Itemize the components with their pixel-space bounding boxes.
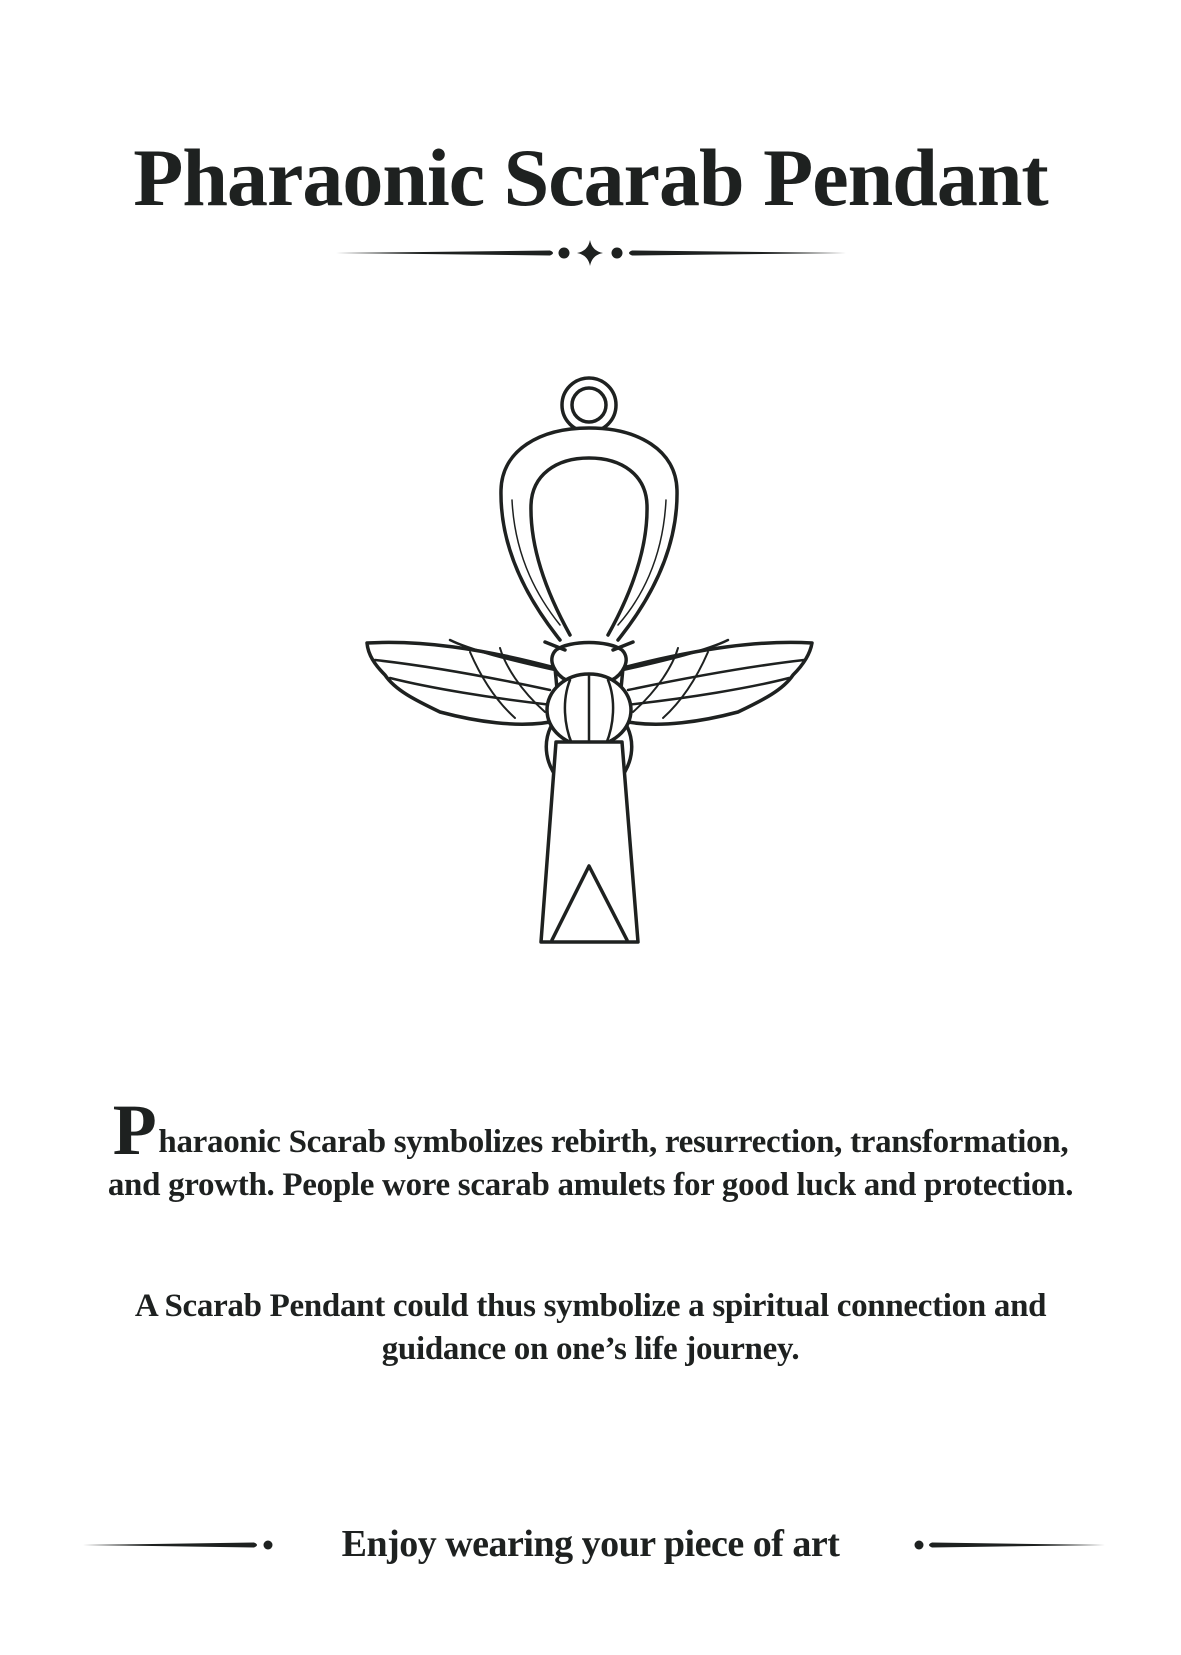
description-paragraph-1 <box>90 1090 1091 1207</box>
page-title: Pharaonic Scarab Pendant <box>133 132 1048 223</box>
paragraph-1-text: haraonic Scarab symbolizes rebirth, resurrection, transformation, and growth. People wore scarab amulets for good luck and protection. <box>107 1124 1074 1203</box>
footer-divider-left-icon <box>83 1541 273 1550</box>
ornamental-divider-icon <box>336 240 846 266</box>
winged-ankh-scarab-pendant-illustration <box>367 378 812 942</box>
footer-tagline: Enjoy wearing your piece of art <box>341 1523 840 1565</box>
description-paragraph-2: A Scarab Pendant could thus symbolize a spiritual connection and guidance on one’s life journey. <box>134 1288 1047 1367</box>
drop-cap: P <box>112 1090 157 1170</box>
footer-divider-right-icon <box>915 1541 1106 1550</box>
